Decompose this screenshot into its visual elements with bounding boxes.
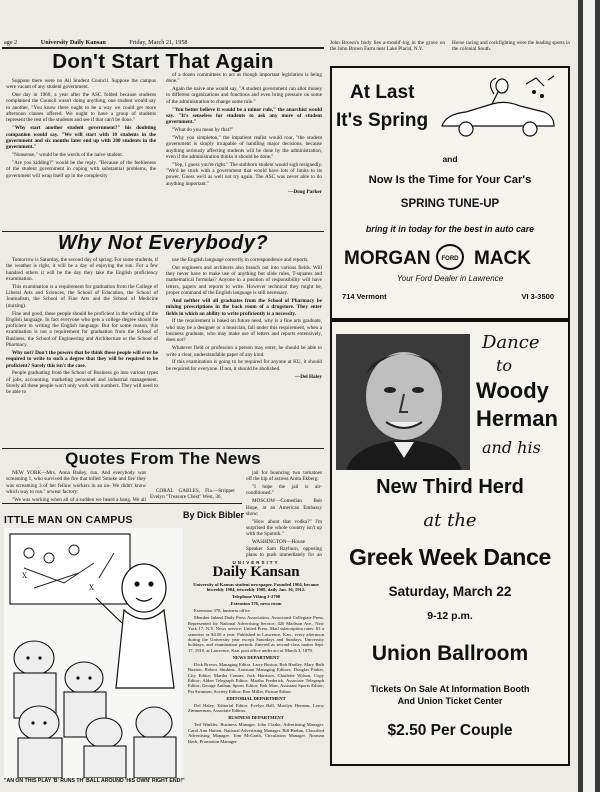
ad-date: Saturday, March 22 (388, 584, 512, 599)
masthead-section-body: Del Haley, Editorial Editor. Evelyn Ball, Marilyn Herman, Leroy Zimmerman, Associate Editors. (188, 702, 324, 714)
ad-time: 9-12 p.m. (427, 610, 473, 622)
signature: —Del Haley (295, 373, 322, 380)
ad-tickets-2: And Union Ticket Center (397, 696, 503, 706)
masthead-section-body: Ted Winkler, Business Manager. John Clarke, Advertising Manager. Carol Ann Hutton, National Advertising Manager. Bill Brehm, Classified Advertising Manager. Tom McGrath, Circulation Manager. Norman Beck, Promotion Manager. (188, 722, 324, 744)
ad-now-is-time: Now Is the Time for Your Car's (368, 174, 532, 186)
header-rule (2, 47, 324, 49)
cartoon-drawing (4, 528, 183, 778)
ad-brand-mack: MACK (474, 248, 531, 269)
page-number: age 2 (4, 39, 18, 46)
paragraph: Whatever field or profession a person may enter, he should be able to write a clear, understandable paper of any kind. (166, 345, 322, 358)
portrait-illustration (336, 334, 470, 470)
masthead-section-title: EDITORIAL DEPARTMENT (226, 695, 286, 701)
editorial-2-title: Why Not Everybody? (57, 232, 269, 254)
masthead-section-body: Dick Brown, Managing Editor. Larry Boston, Bob Hartley, Mary Beth Buxton, Robert Simkins, Assistant Managing Editors; Douglas Parker, City Editor; Martha Conner, Jack Harrison, Charlotte Wilson, Copy Editor; Alden Telegraph Editor; Martha Frederick, Associate Telegraph Editor; George Anthan, Sports Editor; Bob Marr, Assistant Sports Editor; Pat Swanson, Society Editor; Ron Miller, Picture Editor. (188, 661, 324, 694)
paragraph: "Yep, I guess you're right." The stubborn student would sigh resignedly. "We'd be stuck with a government that would have lots of limits to its power. Guess we'd as well not try again. The ASC was never able to do anything important." (166, 161, 322, 187)
paragraph: People graduating from the School of Business go into various types of jobs, accounting, marketing personnel and industrial management. Surely all these people won't only work with numbers. They will need to be able to (6, 370, 158, 396)
ad-address: 714 Vermont (342, 292, 387, 301)
ford-emblem-label: FORD (441, 256, 459, 262)
ford-emblem-icon (436, 244, 464, 270)
filler-right: Horse racing and cockfighting were the leading sports in the colonial South. (452, 40, 570, 53)
editorial-1-col-1 (6, 78, 156, 230)
paragraph: And neither will all graduates from the School of Pharmacy be mixing prescriptions in the back room of a drugstore. They enter fields in which an ability to write proficiently is a necessity. (166, 297, 322, 317)
editorial-2-col-1 (6, 257, 158, 445)
paragraph: CORAL GABLES, Fla.—Stripper Evelyn "Treasure Chest" West, 36, (150, 488, 235, 501)
car-illustration (436, 74, 562, 146)
next-page-edge (578, 0, 600, 792)
quotes-col-3 (246, 470, 322, 558)
morgan-mack-ad (330, 66, 570, 320)
ad-spring-tuneup: SPRING TUNE-UP (400, 198, 500, 210)
quotes-col-2 (150, 488, 235, 502)
masthead (188, 560, 324, 782)
ad-venue: Union Ballroom (371, 642, 529, 665)
paragraph: of a dozen committees to act as though important legislation is being done." (166, 72, 322, 85)
paragraph: NEW YORK—Mrs. Anna Bailey, run. And everybody was screaming 1, who survived the fire that killed 'Smoke and fire' they was screaming 3 of her fellow workers in an un- We didn't know which way to run.'' urwear factory: (6, 470, 146, 495)
editorial-1-col-2 (166, 72, 322, 230)
paragraph: This examination is a requirement for graduation from the College of Liberal Arts and Sciences, the School of Education, the School of Journalism, the School of Fine Arts and the School of Medicine (nursing). (6, 283, 158, 309)
paragraph: "What do you mean by that?" (172, 127, 234, 134)
ad-at-last: At Last (350, 82, 415, 103)
quotes-title: Quotes From The News (65, 449, 261, 468)
masthead-line: Member Inland Daily Press Association, Associated Collegiate Press. Represented for National Advertising Service, 420 Madison Ave., New York 17, N.Y. News service: United Press. Mail subscription rates: $3 a semester or $4.50 a year. Published in Lawrence, Kan., every afternoon during the University year except Saturdays and Sundays, University holidays, and examination periods. Entered as second-class matter Sept. 17, 1910, at Lawrence, Kan. post office under act of March 3, 1879. (188, 615, 324, 653)
paragraph: If this examination is going to be required for anyone at KU, it should be required for everyone. If not, it should be abolished. (166, 359, 322, 372)
woody-herman-ad (330, 320, 570, 766)
ad-its-spring: It's Spring (336, 110, 429, 131)
cartoon-header (4, 510, 244, 524)
ad-dance: Dance (482, 332, 540, 353)
editorial-1-title: Don't Start That Again (52, 50, 274, 73)
editorial-2-col-2 (166, 257, 322, 445)
woody-herman-photo (336, 334, 470, 470)
masthead-line: Extension 378, business office (194, 608, 251, 614)
cartoon-caption: "AN ON THIS PLAY 'B' RUNS TH' BALL AROUND 'HIS OWN' RIGHT END!" (4, 778, 185, 784)
ad-to: to (496, 356, 513, 375)
masthead-line: Extension 376, news room (230, 601, 282, 607)
ad-at-the: at the (423, 510, 477, 531)
ad-and-his: and his (482, 438, 541, 457)
page-header (4, 39, 324, 46)
filler-left: John Brown's body lies a-mould'-ing in the grave on the John Brown Farm near Lake Placid, N.Y. (330, 40, 445, 53)
paragraph: Our engineers and architects also branch out into various fields. Will they never have to make use of anything but slide rules, T-squares and mathematical formulas? Anyone in a position of responsibility will have letters, papers and reports to write. However technical they might be, proper command of the English language is still necessary. (166, 264, 322, 297)
ad-brand-morgan: MORGAN (344, 248, 431, 269)
masthead-name: Daily Kansan (212, 564, 300, 580)
paragraph: Why not? Don't the powers that be think these people will ever be required to write to such a degree that they will be required to be proficient? Surely this isn't the case. (6, 349, 158, 369)
masthead-line: University of Kansas student newspaper. Founded 1904, became biweekly 1904, triweekly 1908, daily Jan. 16, 1912. (193, 582, 319, 593)
paragraph: use the English language correctly in correspondence and reports. (172, 257, 309, 263)
ad-tickets-1: Tickets On Sale At Information Booth (370, 684, 530, 694)
paragraph: Suppose there were no All Student Council. Suppose the campus were vacant of any student government. (6, 78, 156, 91)
paragraph: Tomorrow is Saturday, the second day of spring. For some students, if the weather is right, it will be a day of enjoying the sun. For a few hundred others it will be the day they take the English proficiency examination. (6, 257, 158, 282)
paragraph: "Nonsense," would be the words of the naive student. (12, 152, 124, 159)
ad-and: and (442, 154, 458, 164)
paragraph: "How about that vodka?" I'm surprised the whole country isn't up with the Sputnik." (246, 518, 322, 538)
ad-dealer: Your Ford Dealer in Lawrence (396, 274, 504, 283)
paragraph: If the requirement is based on future need, why is a fine arts graduate, who may be a designer or a musician, fall under this requirement, when a business graduate, who may make use of letters and reports extensively, does not? (166, 318, 322, 344)
paragraph: WASHINGTON—House Speaker Sam Rayburn, opposing plans to push immediately for an (246, 539, 322, 558)
paragraph: "I hope the jail is air-conditioned." (246, 484, 322, 497)
ad-bring-it-in: bring it in today for the best in auto care (365, 224, 535, 234)
paragraph: "Why you simpleton," the impatient realist would roar, "the student government is simply incapable of handling major decisions, because anything seriously affecting students will be done by the administration, even if the administration thinks it should be done." (166, 135, 322, 160)
ad-herman: Herman (476, 406, 558, 431)
masthead-info (188, 582, 324, 782)
paragraph: One day in 1960, a year after the ASC folded because students complained the Council wasn't doing anything, one student would say to another, "You know there ought to be a way we could get more afternoon classes offered. We ought to have a group of students represent the rest of the students and see if that can't be done." (6, 92, 156, 124)
cartoon-panel (4, 528, 183, 778)
ad-price: $2.50 Per Couple (387, 722, 513, 739)
paragraph: "We was working when all of a sudden we heard a bang. We all (12, 496, 146, 502)
paragraph: "You better believe it would be a minor rule," the anarchist would say. "It's senseless for students to ask any more of student government." (166, 106, 322, 126)
paragraph: Fine and good, these people should be proficient in the writing of the English language. In fact everyone who gets a college degree should be proficient in writing the English language. But for some reason, this examination is not a requirement for graduation from the School of Business, the School of Engineering and Architecture or the School of Pharmacy. (6, 310, 158, 349)
masthead-kicker: UNIVERSITY (232, 560, 280, 565)
svg-text:X: X (89, 584, 94, 592)
issue-date: Friday, March 21, 1958 (129, 39, 188, 46)
cartoon-author: By Dick Bibler (182, 510, 244, 520)
signature: —Doug Parker (288, 188, 322, 195)
masthead-line: Telephone Viking 3-2700 (231, 594, 281, 600)
ad-event: Greek Week Dance (349, 544, 551, 570)
paragraph: "Are you kidding?" would be the reply. "Because of the feebleness of the student government in coping with substantial problems, the government will wrap itself up in the complexity (6, 159, 156, 179)
ad-woody: Woody (476, 378, 549, 403)
paper-name: University Daily Kansan (40, 39, 106, 46)
paragraph: Again the naive one would say, "A student government can allot money to different organizations and functions and even bring pressure on some of the administration to change some rule." (166, 86, 322, 105)
cartoon-title: ITTLE MAN ON CAMPUS (4, 514, 133, 526)
masthead-section-title: NEWS DEPARTMENT (232, 654, 280, 660)
paragraph: "Why start another student government?" his doubting companion would say. "We will start with 10 students in the government and six months later end up with 200 students in the government." (6, 125, 156, 151)
quotes-rule (2, 503, 242, 504)
ad-band-name: New Third Herd (376, 476, 524, 498)
next-page-strip (583, 0, 595, 792)
paragraph: MOSCOW—Comedian Bob Hope, at an American Embassy show: (246, 498, 322, 517)
svg-text:X: X (22, 572, 27, 580)
quotes-col-1 (6, 470, 146, 502)
paragraph: jail for bouncing two tomatoes off the hip of actress Anita Ekberg: (246, 470, 322, 483)
masthead-section-title: BUSINESS DEPARTMENT (228, 715, 284, 721)
ad-phone: VI 3-3500 (521, 292, 554, 301)
